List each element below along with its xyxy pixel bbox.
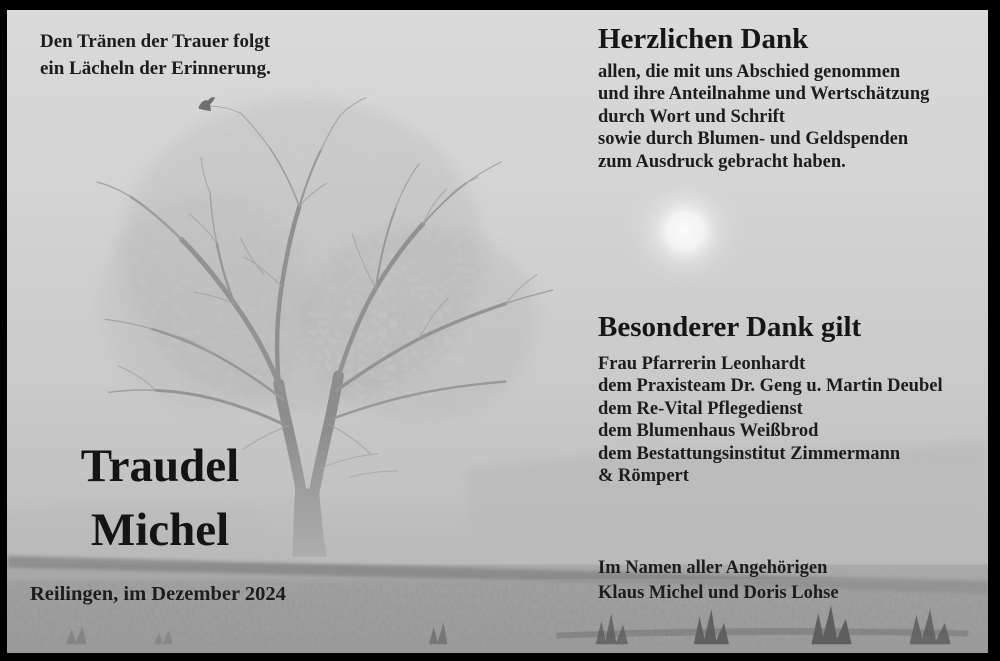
thanks-text-line: zum Ausdruck gebracht haben.: [598, 151, 846, 172]
epigraph: [40, 28, 271, 82]
deceased-last-name: Michel: [90, 504, 230, 556]
thanks-text-line: allen, die mit uns Abschied genommen: [598, 62, 901, 82]
closing: [598, 556, 839, 606]
epigraph-line: Den Tränen der Trauer folgt: [40, 31, 271, 52]
sun: [624, 171, 746, 292]
dateline: Reilingen, im Dezember 2024: [30, 583, 286, 605]
thanks-text: [598, 61, 929, 173]
special-thanks-item: dem Bestattungsinstitut Zimmermann: [598, 443, 901, 464]
special-thanks-item: dem Blumenhaus Weißbrod: [598, 421, 819, 442]
special-thanks-list: [598, 353, 943, 487]
thanks-text-line: sowie durch Blumen- und Geldspenden: [598, 129, 909, 150]
closing-line: Im Namen aller Angehörigen: [598, 558, 828, 578]
special-thanks-heading: Besonderer Dank gilt: [598, 311, 862, 343]
special-thanks-item: & Römpert: [598, 466, 689, 487]
epigraph-line: ein Lächeln der Erinnerung.: [40, 58, 271, 79]
special-thanks-item: dem Praxisteam Dr. Geng u. Martin Deubel: [598, 376, 943, 397]
closing-line: Klaus Michel und Doris Lohse: [598, 583, 839, 603]
deceased-name: [40, 434, 280, 562]
special-thanks-item: Frau Pfarrerin Leonhardt: [598, 354, 806, 374]
thanks-text-line: durch Wort und Schrift: [598, 106, 785, 127]
thanks-heading: Herzlichen Dank: [598, 23, 809, 55]
thanks-text-line: und ihre Anteilnahme und Wertschätzung: [598, 84, 930, 105]
deceased-first-name: Traudel: [80, 440, 240, 492]
special-thanks-item: dem Re-Vital Pflegedienst: [598, 398, 803, 419]
